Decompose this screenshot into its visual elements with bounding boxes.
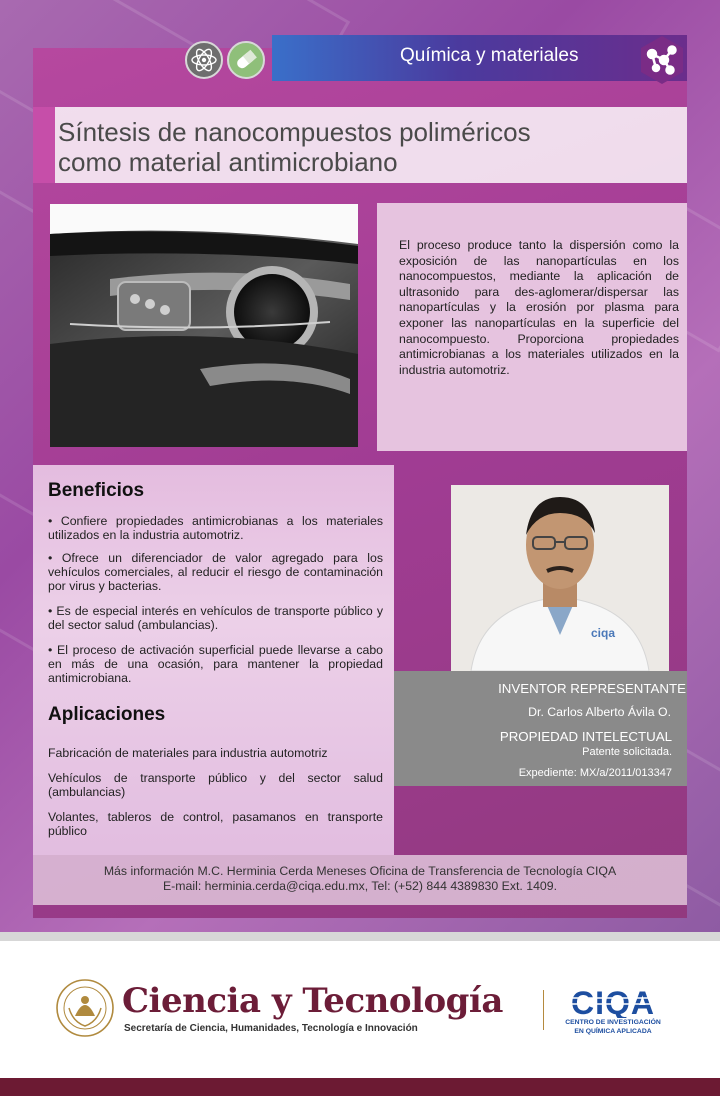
footer-subtitle: Secretaría de Ciencia, Humanidades, Tecnología e Innovación [124, 1023, 418, 1034]
page-title-line2: como material antimicrobiano [58, 147, 398, 177]
inventor-heading: INVENTOR REPRESENTANTE [498, 681, 686, 696]
ciqa-subtitle-line1: CENTRO DE INVESTIGACIÓN [565, 1019, 661, 1026]
footer-divider [0, 932, 720, 941]
page-title-line1: Síntesis de nanocompuestos poliméricos [58, 117, 531, 147]
molecule-network-icon [636, 34, 688, 86]
national-seal-icon [55, 978, 115, 1038]
svg-text:ciqa: ciqa [591, 626, 616, 640]
ip-heading: PROPIEDAD INTELECTUAL [499, 729, 672, 744]
inventor-photo [451, 485, 669, 671]
footer-bar [0, 1078, 720, 1096]
application-item: Vehículos de transporte público y del sector salud (ambulancias) [48, 771, 383, 800]
application-item: Fabricación de materiales para industria automotriz [48, 746, 328, 760]
inventor-name: Dr. Carlos Alberto Ávila O. [528, 705, 671, 719]
applications-heading: Aplicaciones [48, 704, 166, 725]
ciqa-logo [560, 986, 666, 1018]
benefits-heading: Beneficios [48, 480, 145, 501]
svg-text:CIQA: CIQA [571, 986, 655, 1018]
contact-line1: Más información M.C. Herminia Cerda Meneses Oficina de Transferencia de Tecnología CIQA [103, 864, 617, 878]
benefit-item: • Ofrece un diferenciador de valor agregado para los vehículos comerciales, al reducir el riesgo de contaminación por virus y bacterias. [48, 551, 383, 594]
title-accent [33, 107, 55, 183]
car-door-photo [50, 204, 358, 447]
benefit-item: • El proceso de activación superficial puede llevarse a cabo en más de una ocasión, para mantener la propiedad antimicrobiana. [48, 643, 383, 686]
ip-status: Patente solicitada. [582, 746, 672, 758]
description-text: El proceso produce tanto la dispersión como la exposición de las nanopartículas en los nanocompuestos, mediante la aplicación de ultrasonido para des-aglomerar/dispersar las nanopartículas y la erosión por plasma para exponer las nanopartículas en la superficie del nanocompuesto. Proporciona propiedades antimicrobianas a los materiales utilizados en la industria automotriz. [399, 238, 679, 377]
file-number: Expediente: MX/a/2011/013347 [518, 767, 672, 779]
capsule-icon [227, 41, 265, 79]
footer-separator [543, 990, 544, 1030]
contact-line2: E-mail: herminia.cerda@ciqa.edu.mx, Tel: (+52) 844 4389830 Ext. 1409. [162, 879, 558, 893]
atom-icon [185, 41, 223, 79]
application-item: Volantes, tableros de control, pasamanos en transporte público [48, 810, 383, 839]
benefit-item: • Confiere propiedades antimicrobianas a los materiales utilizados en la industria automotriz. [48, 514, 383, 543]
benefit-item: • Es de especial interés en vehículos de transporte público y del sector salud (ambulancias). [48, 604, 383, 633]
footer-title: Ciencia y Tecnología [122, 981, 503, 1021]
category-title: Química y materiales [400, 45, 579, 66]
ciqa-subtitle-line2: EN QUÍMICA APLICADA [574, 1028, 652, 1035]
